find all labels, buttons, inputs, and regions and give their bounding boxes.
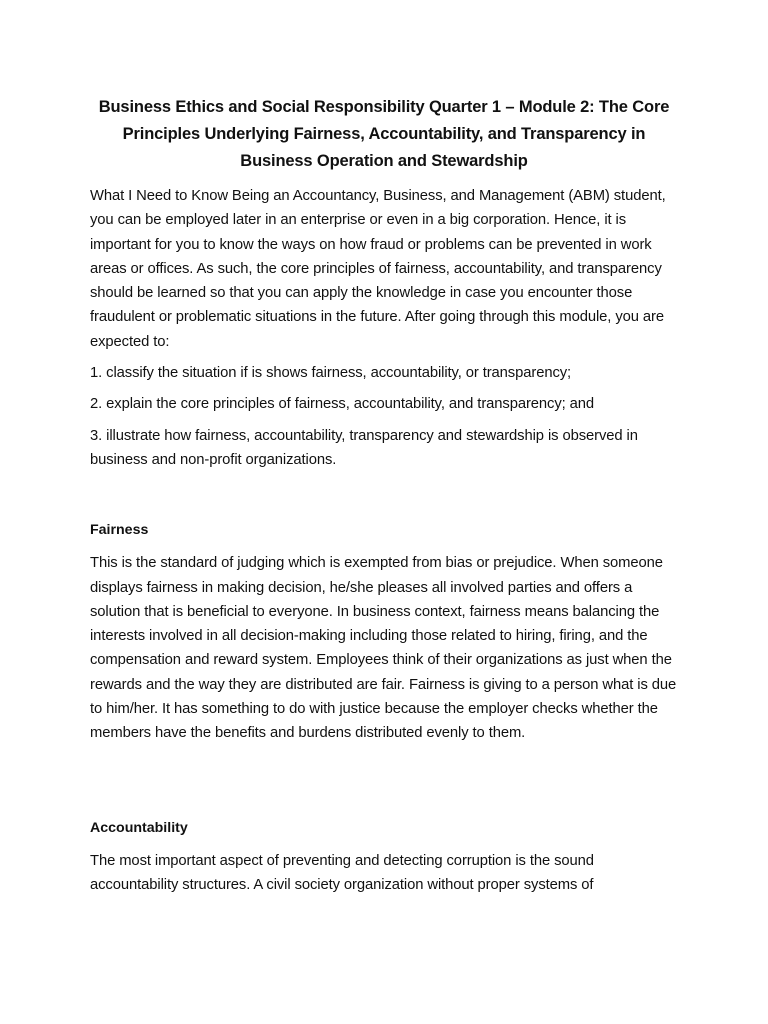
objective-item-3: 3. illustrate how fairness, accountability, transparency and stewardship is observed in business and non-profit organizations. bbox=[90, 427, 638, 468]
fairness-paragraph: This is the standard of judging which is exempted from bias or prejudice. When someone displays fairness in making decision, he/she pleases all involved parties and offers a solution that is beneficial to everyone. In business context, fairness means balancing the interests involved in all decision-making including those related to hiring, firing, and the compensation and reward system. Employees think of their organizations as just when the rewards and the way they are distributed are fair. Fairness is giving to a person what is due to him/her. It has something to do with justice because the employer checks whether the members have the benefits and burdens distributed evenly to them. bbox=[90, 555, 677, 742]
document-title: Business Ethics and Social Responsibility Quarter 1 – Module 2: The Core Principles Underlying Fairness, Accountability, and Transparency in Business Operation and Stewardship bbox=[98, 98, 670, 170]
section-heading-accountability: Accountability bbox=[90, 819, 188, 836]
objective-item-2: 2. explain the core principles of fairness, accountability, and transparency; and bbox=[90, 396, 595, 413]
section-heading-fairness: Fairness bbox=[90, 522, 149, 539]
document-content bbox=[90, 94, 678, 904]
accountability-paragraph: The most important aspect of preventing and detecting corruption is the sound accountability structures. A civil society organization without proper systems of bbox=[90, 852, 594, 893]
intro-paragraph: What I Need to Know Being an Accountancy, Business, and Management (ABM) student, you can be employed later in an enterprise or even in a big corporation. Hence, it is important for you to know the ways on how fraud or problems can be prevented in work areas or offices. As such, the core principles of fairness, accountability, and transparency should be learned so that you can apply the knowledge in case you encounter those fraudulent or problematic situations in the future. After going through this module, you are expected to: bbox=[90, 188, 666, 350]
objective-item-1: 1. classify the situation if is shows fairness, accountability, or transparency; bbox=[90, 365, 572, 382]
